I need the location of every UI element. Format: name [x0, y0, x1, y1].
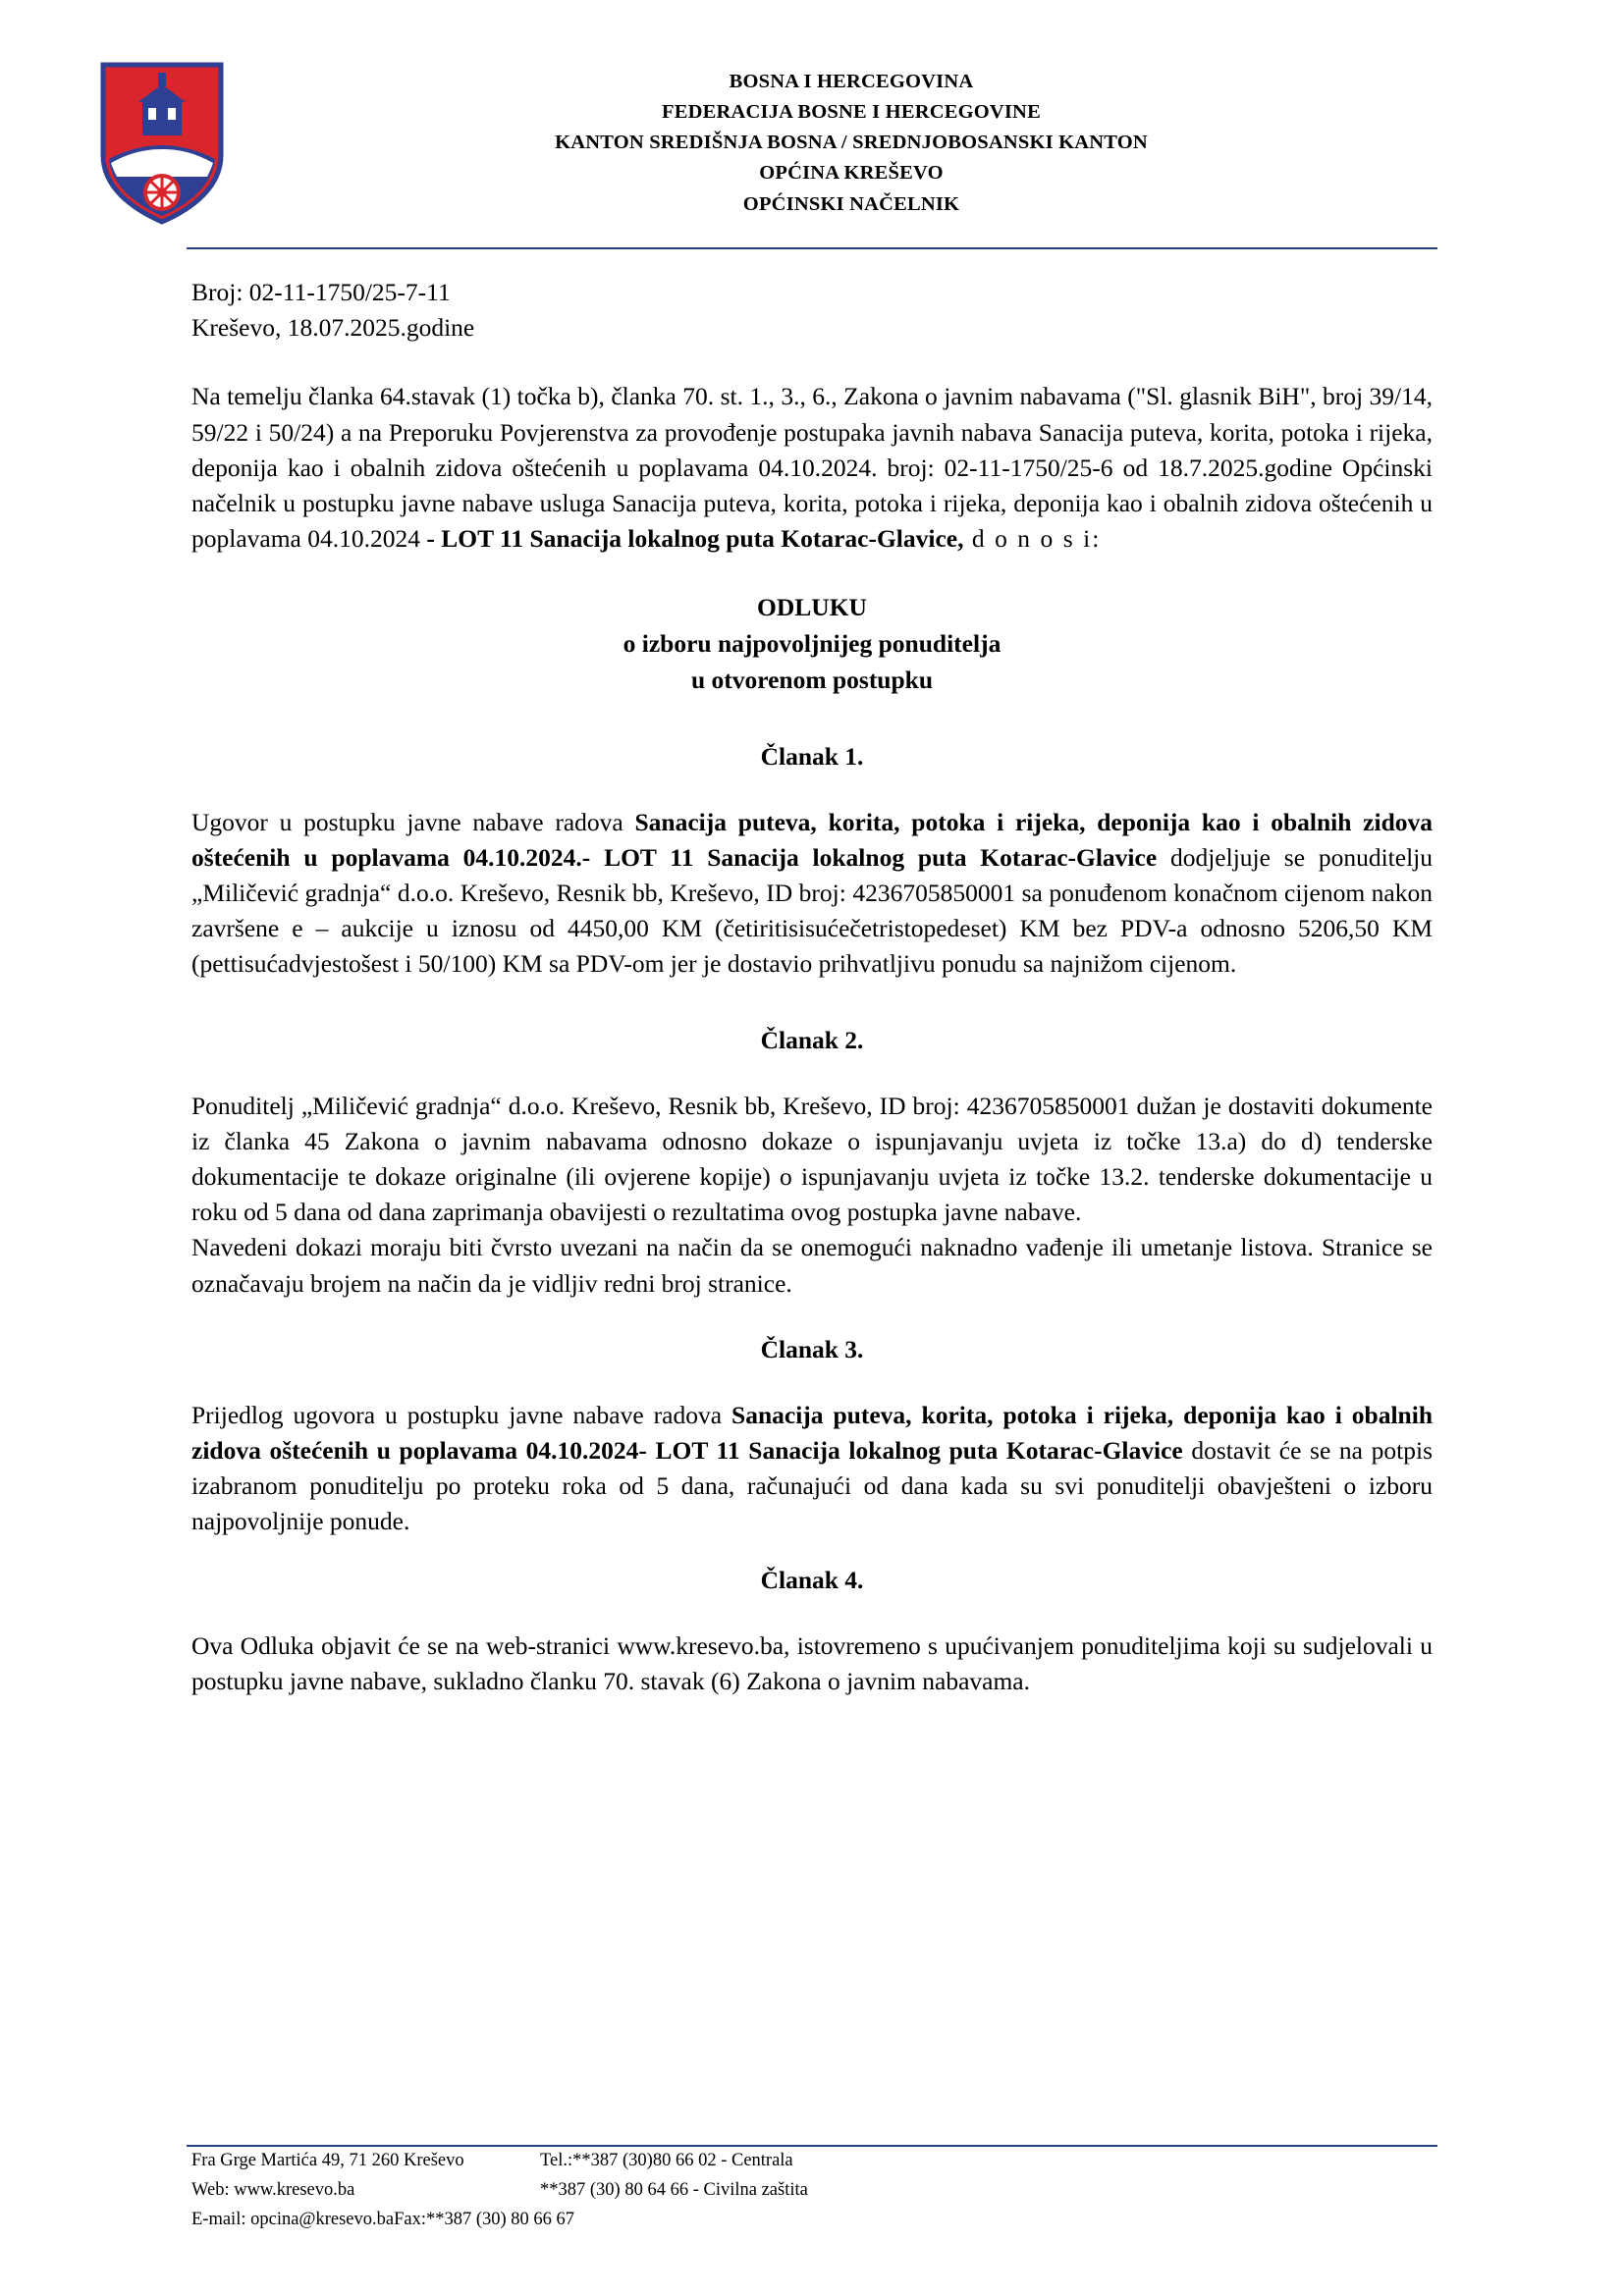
article-3-heading: Članak 3. — [760, 1334, 864, 1363]
article-3-paragraph — [191, 1398, 1433, 1540]
header-line-country: BOSNA I HERCEGOVINA — [729, 71, 974, 92]
footer-phone-central: Tel.:**387 (30)80 66 02 - Centrala — [540, 2151, 793, 2171]
decision-title-line1: ODLUKU — [757, 593, 867, 622]
document-meta — [191, 275, 1433, 346]
legal-basis-lot: - LOT 11 Sanacija lokalnog puta Kotarac-Glavice, — [426, 524, 964, 554]
article-1-subject: Sanacija puteva, korita, potoka i rijeka, deponija kao i obalnih zidova oštećenih u poplavama 04.10.2024.- LOT 11 Sanacija lokalnog puta Kotarac-Glavice — [191, 807, 1434, 872]
coat-of-arms-icon — [99, 61, 225, 226]
article-1-heading: Članak 1. — [760, 741, 864, 771]
article-3-post: dostavit će se na potpis izabranom ponuditelju po proteku roka od 5 dana, računajući od dana kada su svi ponuditelji obavješteni o izboru najpovoljnije ponude. — [191, 1436, 1433, 1536]
decision-title-line3: u otvorenom postupku — [690, 665, 934, 694]
legal-basis-donosi: d o n o s i: — [963, 524, 1102, 554]
crest-container — [0, 57, 324, 226]
header-divider — [187, 247, 1437, 249]
article-3-subject: Sanacija puteva, korita, potoka i rijeka, deponija kao i obalnih zidova oštećenih u poplavama 04.10.2024- LOT 11 Sanacija lokalnog puta Kotarac-Glavice — [191, 1400, 1434, 1466]
footer-row-2 — [191, 2176, 1477, 2206]
legal-basis-text: Na temelju članka 64.stavak (1) točka b), članka 70. st. 1., 3., 6., Zakona o javnim nabavama ("Sl. glasnik BiH", broj 39/14, 59/22 i 50/24) a na Preporuku Povjerenstva za provođenje postupaka javnih nabava Sanacija puteva, korita, potoka i rijeka, deponija kao i obalnih zidova oštećenih u poplavama 04.10.2024. broj: 02-11-1750/25-6 od 18.7.2025.godine Općinski načelnik u postupku javne nabave usluga Sanacija puteva, korita, potoka i rijeka, deponija kao i obalnih zidova oštećenih u poplavama 04.10.2024 — [191, 382, 1433, 554]
legal-basis-paragraph — [191, 379, 1433, 557]
article-1-pre: Ugovor u postupku javne nabave radova — [191, 807, 635, 836]
header-line-mayor: OPĆINSKI NAČELNIK — [742, 192, 960, 215]
decision-title — [191, 590, 1433, 698]
article-4-paragraph: Ova Odluka objavit će se na web-stranici www.kresevo.ba, istovremeno s upućivanjem ponuditeljima koji su sudjelovali u postupku javne nabave, sukladno članku 70. stavak (6) Zakona o javnim nabavama. — [191, 1630, 1433, 1695]
document-place-date: Kreševo, 18.07.2025.godine — [191, 313, 475, 343]
article-2-heading: Članak 2. — [760, 1025, 864, 1054]
document-header — [0, 0, 1624, 226]
decision-title-line2: o izboru najpovoljnijeg ponuditelja — [623, 629, 1001, 659]
article-2-paragraph: Ponuditelj „Miličević gradnja“ d.o.o. Kreševo, Resnik bb, Kreševo, ID broj: 4236705850001 dužan je dostaviti dokumente iz članka 45 Zakona o javnim nabavama odnosno dokaze o ispunjavanju uvjeta iz točke 13.a) do d) tenderske dokumentacije te dokaze originalne (ili ovjerene kopije) o ispunjavanju uvjeta iz točke 13.2. tenderske dokumentacije u roku od 5 dana od dana zaprimanja obavijesti o rezultatima ovog postupka javne nabave. — [191, 1091, 1433, 1227]
article-3-pre: Prijedlog ugovora u postupku javne nabave radova — [191, 1400, 732, 1429]
header-line-municipality: OPĆINA KREŠEVO — [759, 162, 944, 185]
document-footer — [191, 2147, 1477, 2235]
article-1-post: dodjeljuje se ponuditelju „Miličević gradnja“ d.o.o. Kreševo, Resnik bb, Kreševo, ID broj: 4236705850001 sa ponuđenom konačnom cijenom nakon završene e – aukcije u iznosu od 4450,00 KM (četiritisisućečetristopedeset) KM bez PDV-a odnosno 5206,50 KM (pettisućadvjestošest i 50/100) KM sa PDV-om jer je dostavio prihvatljivu ponudu sa najnižom cijenom. — [191, 842, 1433, 979]
footer-row-3 — [191, 2206, 1477, 2235]
header-authority-block — [324, 57, 1624, 220]
article-1-paragraph — [191, 805, 1433, 983]
footer-row-1 — [191, 2147, 1477, 2176]
footer-phone-civil-protection: **387 (30) 80 64 66 - Civilna zaštita — [540, 2180, 808, 2201]
article-4-heading: Članak 4. — [760, 1565, 864, 1594]
document-number: Broj: 02-11-1750/25-7-11 — [191, 278, 451, 306]
document-body — [0, 275, 1624, 1699]
article-2-paragraph-extra: Navedeni dokazi moraju biti čvrsto uvezani na način da se onemogući naknadno vađenje ili umetanje listova. Stranice se označavaju brojem na način da je vidljiv redni broj stranice. — [191, 1233, 1433, 1298]
footer-web: Web: www.kresevo.ba — [191, 2180, 355, 2201]
header-line-canton: KANTON SREDIŠNJA BOSNA / SREDNJOBOSANSKI KANTON — [555, 132, 1148, 154]
footer-email-fax: E-mail: opcina@kresevo.baFax:**387 (30) 80 66 67 — [191, 2210, 575, 2230]
footer-address: Fra Grge Martića 49, 71 260 Kreševo — [191, 2151, 464, 2171]
header-line-federation: FEDERACIJA BOSNE I HERCEGOVINE — [662, 101, 1041, 124]
